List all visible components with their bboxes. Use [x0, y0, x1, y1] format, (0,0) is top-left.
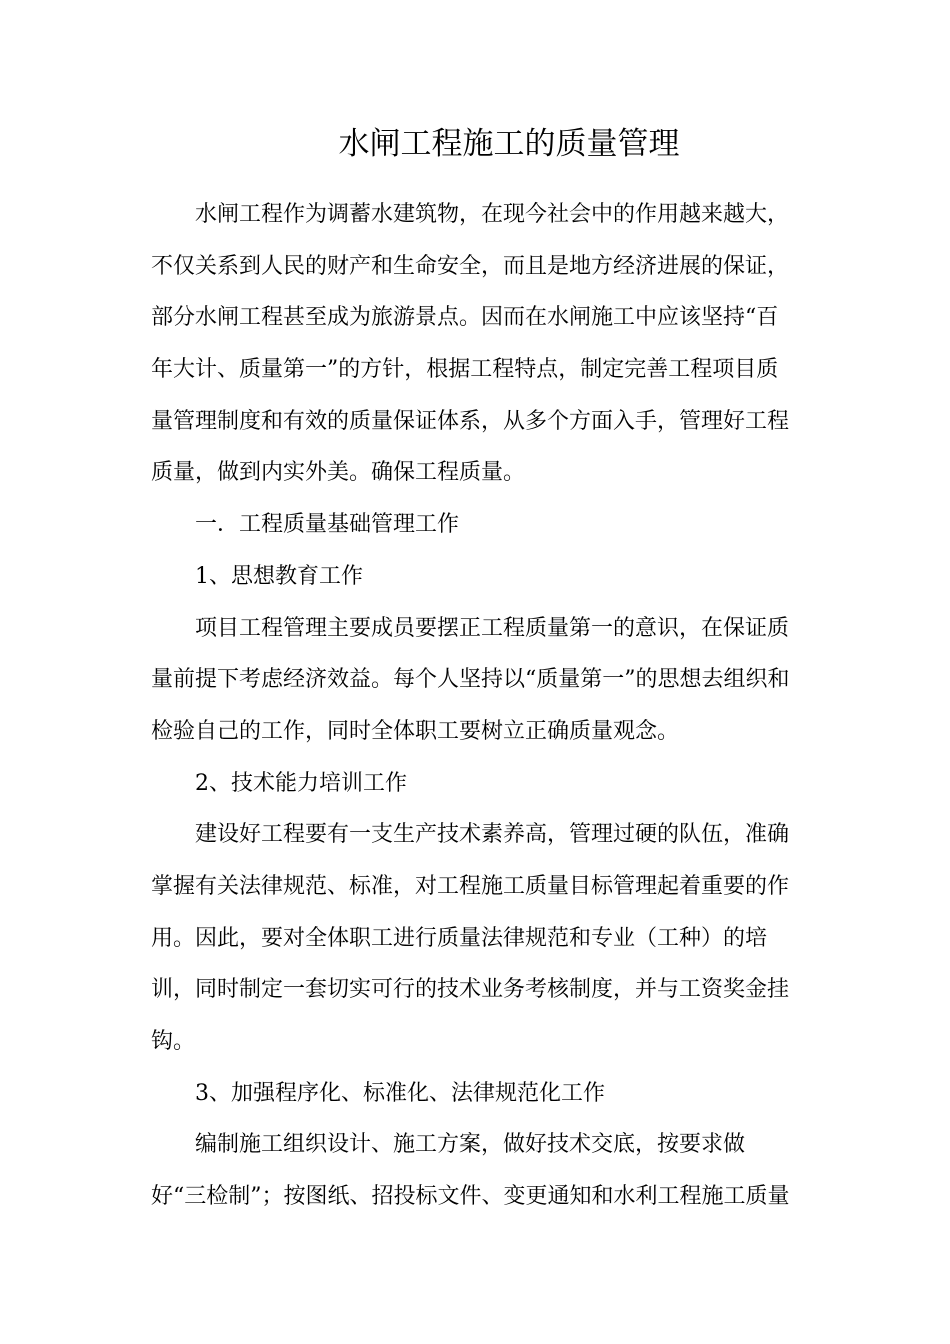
paragraph-line: 用。因此，要对全体职工进行质量法律规范和专业（工种）的培 [151, 925, 768, 951]
paragraph-line: 掌握有关法律规范、标准，对工程施工质量目标管理起着重要的作 [151, 873, 790, 899]
subsection-heading: 1、思想教育工作 [195, 563, 363, 589]
paragraph-line: 年大计、质量第一”的方针，根据工程特点，制定完善工程项目质 [151, 357, 779, 383]
document-body [151, 189, 811, 1223]
paragraph-line: 好“三检制”；按图纸、招投标文件、变更通知和水利工程施工质量 [151, 1184, 790, 1210]
paragraph-line: 编制施工组织设计、施工方案，做好技术交底，按要求做 [195, 1132, 746, 1158]
paragraph-line: 钩。 [151, 1029, 196, 1054]
paragraph-line: 不仅关系到人民的财产和生命安全，而且是地方经济进展的保证， [151, 253, 790, 279]
paragraph-line: 训，同时制定一套切实可行的技术业务考核制度，并与工资奖金挂 [151, 977, 790, 1003]
document-title: 水闸工程施工的质量管理 [338, 126, 680, 162]
paragraph-line: 水闸工程作为调蓄水建筑物，在现今社会中的作用越来越大， [195, 202, 790, 227]
paragraph-line: 量前提下考虑经济效益。每个人坚持以“质量第一”的思想去组织和 [151, 667, 790, 693]
paragraph-line: 项目工程管理主要成员要摆正工程质量第一的意识，在保证质 [195, 615, 790, 641]
paragraph-line: 质量，做到内实外美。确保工程质量。 [151, 460, 526, 486]
section-heading: 一．工程质量基础管理工作 [195, 512, 460, 538]
paragraph-line: 部分水闸工程甚至成为旅游景点。因而在水闸施工中应该坚持“百 [151, 305, 779, 331]
paragraph-line: 量管理制度和有效的质量保证体系，从多个方面入手，管理好工程 [151, 408, 790, 434]
subsection-heading: 2、技术能力培训工作 [195, 770, 407, 796]
subsection-heading: 3、加强程序化、标准化、法律规范化工作 [195, 1080, 605, 1106]
paragraph-line: 检验自己的工作，同时全体职工要树立正确质量观念。 [151, 718, 680, 744]
paragraph-line: 建设好工程要有一支生产技术素养高，管理过硬的队伍，准确 [195, 822, 790, 848]
